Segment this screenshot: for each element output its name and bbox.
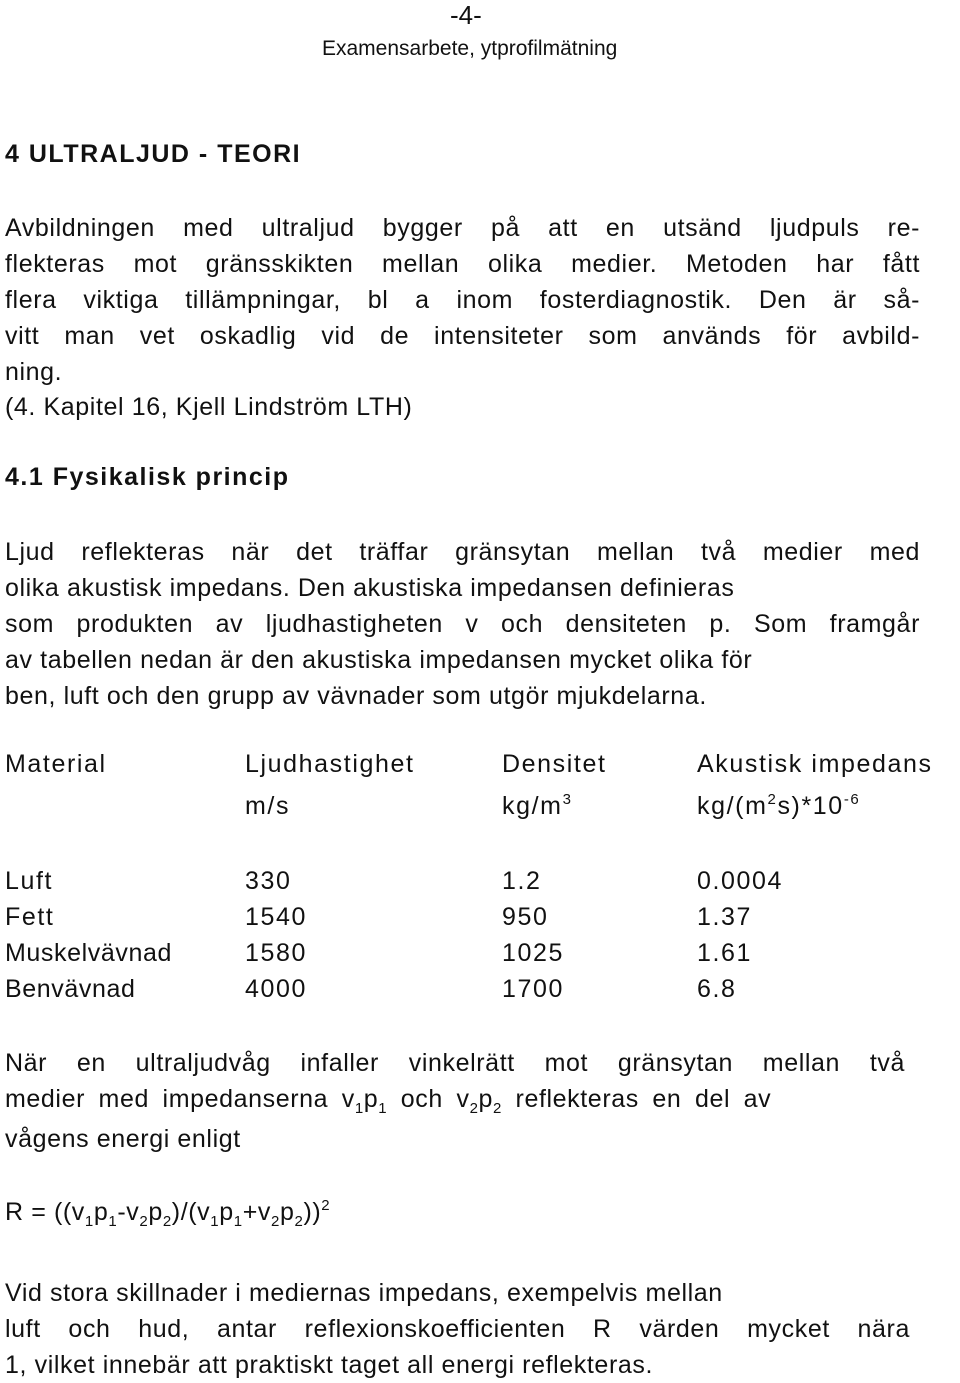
text-fragment: medier med impedanserna v: [5, 1085, 355, 1113]
reflection-line: [5, 1081, 905, 1117]
table-cell-speed: 1540: [245, 903, 308, 931]
formula-part: -v: [117, 1198, 140, 1226]
subscript: 2: [271, 1213, 280, 1230]
text-fragment: p: [363, 1085, 379, 1113]
subscript: 1: [378, 1100, 388, 1117]
superscript: 2: [321, 1197, 331, 1214]
subscript: 1: [233, 1213, 243, 1230]
unit-impedance-b: s)*10: [777, 792, 844, 820]
table-cell-impedance: 1.37: [697, 903, 753, 931]
formula-part: p: [93, 1198, 109, 1226]
subscript: 1: [210, 1213, 220, 1230]
subscript: 1: [84, 1213, 94, 1230]
reflection-line: vågens energi enligt: [5, 1125, 241, 1153]
unit-impedance-sup: 2: [767, 791, 778, 808]
reference: (4. Kapitel 16, Kjell Lindström LTH): [5, 393, 413, 421]
principle-line: av tabellen nedan är den akustiska impedansen mycket olika för: [5, 646, 753, 674]
table-cell-speed: 330: [245, 867, 292, 895]
formula-part: p: [279, 1198, 295, 1226]
table-cell-density: 1025: [502, 939, 565, 967]
conclusion-line: Vid stora skillnader i mediernas impedans, exempelvis mellan: [5, 1279, 723, 1307]
table-row-muskelvavnad: [0, 939, 960, 975]
unit-density-base: kg/m: [502, 792, 563, 820]
formula-part: R = ((v: [5, 1198, 85, 1226]
table-cell-density: 950: [502, 903, 549, 931]
subscript: 2: [493, 1100, 502, 1117]
unit-impedance-a: kg/(m: [697, 792, 768, 820]
table-cell-density: 1.2: [502, 867, 542, 895]
formula-part: )): [303, 1198, 322, 1226]
table-cell-impedance: 1.61: [697, 939, 753, 967]
principle-line: ben, luft och den grupp av vävnader som utgör mjukdelarna.: [5, 682, 707, 710]
subsection-title: 4.1 Fysikalisk princip: [5, 463, 290, 491]
reflection-line: När en ultraljudvåg infaller vinkelrätt mot gränsytan mellan två: [5, 1049, 905, 1077]
table-cell-speed: 4000: [245, 975, 308, 1003]
table-cell-material: Fett: [5, 903, 55, 931]
table-cell-material: Luft: [5, 867, 54, 895]
unit-impedance-exp: -6: [843, 791, 861, 808]
intro-line: ning.: [5, 358, 63, 386]
subscript: 2: [162, 1213, 172, 1230]
intro-line: flera viktiga tillämpningar, bl a inom fosterdiagnostik. Den är så-: [5, 286, 920, 314]
unit-density-sup: 3: [562, 791, 573, 808]
intro-line: vitt man vet oskadlig vid de intensiteter som används för avbild-: [5, 322, 920, 350]
reflection-paragraph: [5, 1045, 905, 1157]
table-header-impedance: Akustisk impedans: [697, 750, 933, 778]
table-cell-density: 1700: [502, 975, 565, 1003]
section-title: 4 ULTRALJUD - TEORI: [5, 140, 302, 168]
document-subtitle: Examensarbete, ytprofilmätning: [322, 37, 618, 60]
subscript: 2: [139, 1213, 149, 1230]
subscript: 1: [354, 1100, 364, 1117]
formula-part: )/(v: [171, 1198, 211, 1226]
table-header-material: Material: [5, 750, 107, 778]
page-number: -4-: [450, 0, 482, 30]
table-header-density: Densitet: [502, 750, 607, 778]
table-cell-material: Benvävnad: [5, 975, 136, 1003]
unit-speed: m/s: [245, 792, 291, 820]
principle-line: som produkten av ljudhastigheten v och densiteten p. Som framgår: [5, 610, 920, 638]
principle-line: olika akustisk impedans. Den akustiska impedansen definieras: [5, 574, 735, 602]
formula-part: p: [148, 1198, 163, 1226]
subscript: 2: [294, 1213, 304, 1230]
conclusion-paragraph: [5, 1275, 920, 1383]
table-cell-speed: 1580: [245, 939, 308, 967]
text-fragment: p: [478, 1085, 494, 1113]
intro-line: Avbildningen med ultraljud bygger på att en utsänd ljudpuls re-: [5, 214, 920, 242]
intro-line: flekteras mot gränsskikten mellan olika medier. Metoden har fått: [5, 250, 920, 278]
text-fragment: och v: [387, 1085, 470, 1113]
table-row-luft: [0, 867, 960, 903]
table-cell-material: Muskelvävnad: [5, 939, 173, 967]
unit-density: [502, 792, 573, 821]
table-row-fett: [0, 903, 960, 939]
formula-part: +v: [242, 1198, 272, 1226]
intro-paragraph: [5, 210, 920, 390]
conclusion-line: 1, vilket innebär att praktiskt taget all energi reflekteras.: [5, 1351, 654, 1379]
table-cell-impedance: 0.0004: [697, 867, 784, 895]
reflection-formula: [5, 1197, 331, 1230]
subscript: 2: [469, 1100, 479, 1117]
principle-paragraph: [5, 534, 920, 714]
table-header-speed: Ljudhastighet: [245, 750, 415, 778]
principle-line: Ljud reflekteras när det träffar gränsytan mellan två medier med: [5, 538, 920, 566]
conclusion-line: luft och hud, antar reflexionskoefficienten R värden mycket nära: [5, 1315, 910, 1343]
text-fragment: reflekteras en del av: [501, 1085, 772, 1113]
subscript: 1: [108, 1213, 118, 1230]
table-cell-impedance: 6.8: [697, 975, 737, 1003]
formula-part: p: [219, 1198, 234, 1226]
unit-impedance: [697, 792, 860, 821]
table-row-benvavnad: [0, 975, 960, 1011]
